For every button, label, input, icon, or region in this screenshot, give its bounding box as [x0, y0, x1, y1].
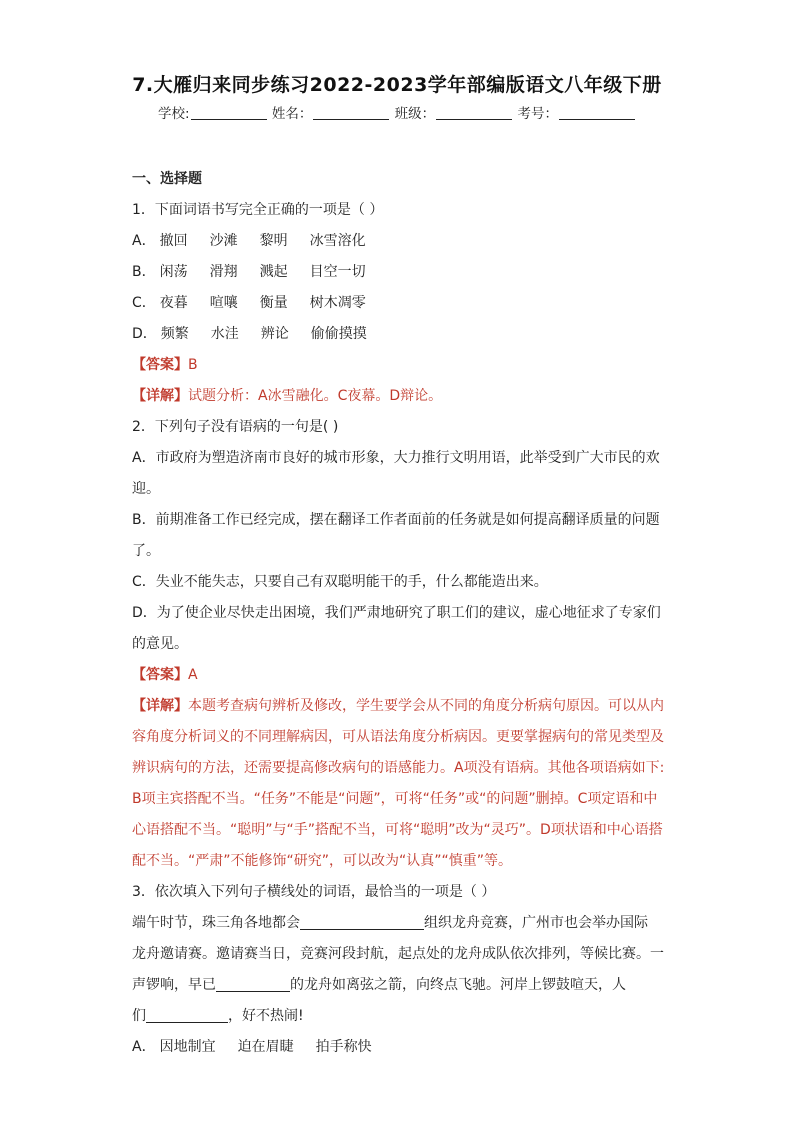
student-info-line: [0, 102, 794, 122]
question-2-detail-line5: 心语搭配不当。“聪明”与“手”搭配不当，可将“聪明”改为“灵巧”。D项状语和中心语搭: [132, 822, 663, 838]
question-3-option-a: [132, 1032, 664, 1063]
question-2-option-c: C．失业不能失志，只要自己有双聪明能干的手，什么都能造出来。: [132, 574, 548, 590]
blank-3[interactable]: [146, 1006, 228, 1023]
option-word: 撤回: [159, 233, 188, 249]
option-word: 水洼: [210, 326, 239, 342]
blank-1[interactable]: [300, 913, 424, 930]
option-word: 沙滩: [209, 233, 238, 249]
passage-text: 端午时节，珠三角各地都会: [132, 915, 300, 931]
answer-value: B: [188, 357, 198, 373]
option-word: 滑翔: [209, 264, 238, 280]
question-3-passage-line1: [132, 908, 664, 939]
option-word: 溅起: [259, 264, 288, 280]
option-label: C．: [132, 295, 156, 311]
option-word: 目空一切: [309, 264, 366, 280]
answer-tag: 【答案】: [132, 667, 188, 683]
question-2-stem: 2．下列句子没有语病的一句是( ): [132, 419, 339, 435]
question-3-passage-line3: [132, 970, 664, 1001]
number-label: 考号：: [517, 106, 558, 122]
option-word: 喧嚷: [209, 295, 238, 311]
question-2-detail-line6: 配不当。“严肃”不能修饰“研究”，可以改为“认真”“慎重”等。: [132, 853, 513, 869]
question-2-answer: [132, 660, 664, 691]
question-1-option-a: [132, 226, 664, 257]
passage-text: 们: [132, 1008, 146, 1024]
option-word: 偷偷摸摸: [310, 326, 367, 342]
page-title: 7.大雁归来同步练习2022-2023学年部编版语文八年级下册: [132, 74, 662, 96]
school-label: 学校:: [158, 106, 190, 122]
passage-text: 的龙舟如离弦之箭，向终点飞驰。河岸上锣鼓喧天，人: [290, 977, 626, 993]
option-word: 频繁: [160, 326, 189, 342]
question-3-passage-line4: [132, 1001, 664, 1032]
question-2-option-d-line1: D．为了使企业尽快走出困境，我们严肃地研究了职工们的建议，虚心地征求了专家们: [132, 605, 661, 621]
option-word: 树木凋零: [309, 295, 366, 311]
passage-text: ，好不热闹!: [228, 1008, 304, 1024]
question-2-option-a-line1: A．市政府为塑造济南市良好的城市形象，大力推行文明用语，此举受到广大市民的欢: [132, 450, 660, 466]
detail-tag: 【详解】: [132, 388, 188, 404]
option-word: 因地制宜: [159, 1039, 216, 1055]
question-2-option-b-line2: 了。: [132, 543, 160, 559]
option-label: D．: [132, 326, 157, 342]
name-blank[interactable]: [313, 105, 389, 120]
detail-text: 试题分析：A冰雪融化。C夜幕。D辩论。: [188, 388, 443, 404]
option-word: 闲荡: [159, 264, 188, 280]
option-word: 夜暮: [159, 295, 188, 311]
question-1-option-d: [132, 319, 664, 350]
section-heading: 一、选择题: [132, 171, 202, 187]
option-word: 迫在眉睫: [237, 1039, 294, 1055]
blank-2[interactable]: [216, 975, 290, 992]
name-label: 姓名：: [271, 106, 313, 122]
option-label: A．: [132, 1039, 156, 1055]
answer-tag: 【答案】: [132, 357, 188, 373]
option-label: A．: [132, 233, 156, 249]
detail-tag: 【详解】: [132, 698, 188, 714]
document-body: [132, 164, 664, 1063]
option-word: 拍手称快: [315, 1039, 372, 1055]
answer-value: A: [188, 667, 198, 683]
detail-text: 本题考查病句辨析及修改，学生要学会从不同的角度分析病句原因。可以从内: [188, 698, 664, 714]
question-1-option-b: [132, 257, 664, 288]
question-2-option-d-line2: 的意见。: [132, 636, 188, 652]
passage-text: 组织龙舟竞赛，广州市也会举办国际: [424, 915, 648, 931]
question-2-detail-line4: B项主宾搭配不当。“任务”不能是“问题”，可将“任务”或“的问题”删掉。C项定语和中: [132, 791, 658, 807]
question-1-option-c: [132, 288, 664, 319]
question-2-detail-line2: 容角度分析词义的不同理解病因，可从语法角度分析病因。更要掌握病句的常见类型及: [132, 729, 664, 745]
question-1-stem: 1．下面词语书写完全正确的一项是（ ）: [132, 202, 384, 218]
option-word: 黎明: [259, 233, 288, 249]
question-1-answer: [132, 350, 664, 381]
class-blank[interactable]: [436, 105, 512, 120]
question-2-detail-line3: 辨识病句的方法，还需要提高修改病句的语感能力。A项没有语病。其他各项语病如下:: [132, 760, 664, 776]
question-2-detail-line1: [132, 691, 664, 722]
question-1-detail: [132, 381, 664, 412]
question-3-stem: 3．依次填入下列句子横线处的词语，最恰当的一项是（ ）: [132, 884, 496, 900]
option-word: 辨论: [260, 326, 289, 342]
number-blank[interactable]: [559, 105, 635, 120]
passage-text: 声锣响，早已: [132, 977, 216, 993]
option-label: B．: [132, 264, 156, 280]
option-word: 冰雪溶化: [309, 233, 366, 249]
question-3-passage-line2: 龙舟邀请赛。邀请赛当日，竞赛河段封航，起点处的龙舟成队依次排列，等候比赛。一: [132, 946, 664, 962]
school-blank[interactable]: [191, 105, 267, 120]
option-word: 衡量: [259, 295, 288, 311]
question-2-option-b-line1: B．前期准备工作已经完成，摆在翻译工作者面前的任务就是如何提高翻译质量的问题: [132, 512, 660, 528]
class-label: 班级：: [394, 106, 436, 122]
question-2-option-a-line2: 迎。: [132, 481, 160, 497]
